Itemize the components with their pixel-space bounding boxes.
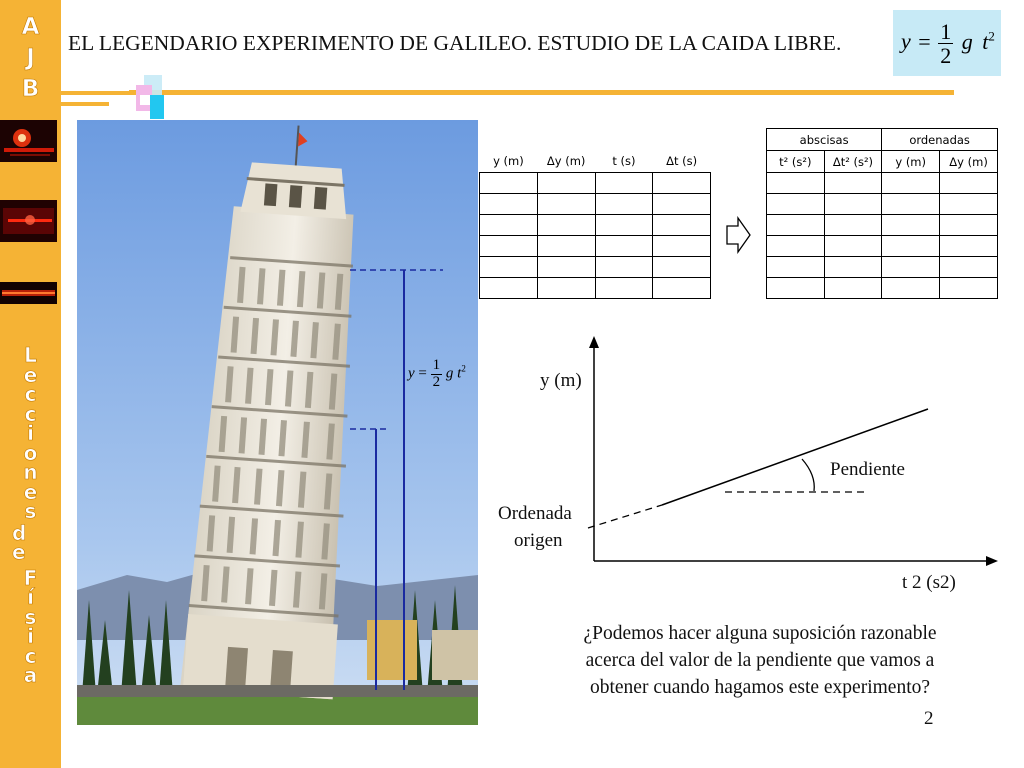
table-cell: [767, 173, 825, 194]
sidebar-letter: e: [23, 479, 38, 504]
fit-line-extrapolation: [588, 505, 662, 528]
table-header-delta-t: Δt (s): [666, 153, 698, 168]
photo-formula-equals: =: [418, 365, 427, 382]
sidebar: [0, 0, 61, 768]
formula-box: [893, 10, 1001, 76]
sidebar-vertical-title: [0, 343, 61, 687]
question-line: obtener cuando hagamos este experimento?: [589, 677, 931, 698]
sidebar-letter: c: [24, 382, 37, 406]
table-cell: [824, 173, 882, 194]
table-cell: [653, 214, 711, 235]
question-line: acerca del valor de la pendiente que vamos a: [585, 650, 935, 671]
table-header-row: [480, 150, 711, 172]
graph-data-table: [766, 128, 998, 299]
photo-formula-t: t: [457, 365, 462, 382]
table-cell: [653, 172, 711, 193]
photo-formula: [408, 358, 466, 391]
table-header-y: y (m): [882, 151, 940, 173]
question-text: [520, 620, 1000, 701]
photo-formula-exponent: 2: [461, 363, 466, 374]
table-row: [480, 256, 711, 277]
table-cell: [940, 215, 998, 236]
sidebar-letter: c: [24, 643, 37, 668]
sidebar-logo-letter: J: [26, 45, 35, 71]
table-header-delta-t-squared: Δt² (s²): [824, 151, 882, 173]
intercept-label-line1: Ordenada: [498, 503, 572, 524]
page-number: 2: [924, 708, 934, 729]
fit-line: [662, 409, 928, 505]
table-cell: [537, 235, 595, 256]
table-cell: [480, 214, 538, 235]
sidebar-letter: í: [27, 585, 34, 609]
question-line: ¿Podemos hacer alguna suposición razonable: [583, 623, 937, 644]
table-cell: [882, 173, 940, 194]
table-group-ordenadas: ordenadas: [882, 129, 998, 151]
table-cell: [537, 277, 595, 298]
table-cell: [882, 257, 940, 278]
table-cell: [480, 235, 538, 256]
thumbnail-laser-image: [0, 200, 57, 242]
table-cell: [882, 236, 940, 257]
table-cell: [824, 194, 882, 215]
slope-angle-arc: [802, 459, 814, 491]
table-row: [480, 277, 711, 298]
free-fall-formula: [901, 20, 995, 67]
sidebar-letter: o: [23, 440, 38, 465]
table-row: [767, 215, 998, 236]
formula-equals: =: [918, 28, 931, 54]
table-row: [480, 193, 711, 214]
sidebar-letter: i: [27, 624, 34, 648]
sidebar-letter: e: [23, 362, 38, 387]
thumbnail-spectrum-image: [0, 282, 57, 304]
table-cell: [767, 236, 825, 257]
table-cell: [882, 215, 940, 236]
table-cell: [480, 256, 538, 277]
linear-graph: [580, 335, 1000, 570]
laser-icon: [0, 200, 57, 242]
table-cell: [767, 215, 825, 236]
table-row: [767, 236, 998, 257]
sidebar-letter: n: [23, 460, 38, 484]
x-axis-arrow-icon: [986, 556, 998, 566]
sidebar-letter: s: [24, 604, 37, 629]
sidebar-letter: s: [24, 499, 37, 523]
arrow-right-icon: [726, 216, 752, 254]
table-cell: [480, 193, 538, 214]
spectrum-icon: [0, 282, 57, 304]
x-axis-label: t 2 (s2): [902, 572, 956, 593]
table-cell: [480, 277, 538, 298]
sidebar-logo-letter: B: [21, 76, 40, 102]
table-cell: [595, 172, 653, 193]
table-row: [480, 214, 711, 235]
table-group-header-row: [767, 129, 998, 151]
y-axis-arrow-icon: [589, 336, 599, 348]
table-header-t: t (s): [612, 153, 636, 168]
table-cell: [882, 194, 940, 215]
height-guide-lines: [348, 265, 448, 695]
formula-t: t: [982, 28, 989, 54]
table-cell: [653, 193, 711, 214]
measurement-table: [479, 150, 711, 299]
table-cell: [595, 193, 653, 214]
table-cell: [940, 257, 998, 278]
table-cell: [480, 172, 538, 193]
formula-y: y: [901, 28, 911, 54]
table-header-delta-y: Δy (m): [940, 151, 998, 173]
thumbnail-lamp-image: [0, 120, 57, 162]
header-decoration: [61, 72, 961, 122]
table-cell: [537, 193, 595, 214]
table-cell: [940, 173, 998, 194]
table-cell: [653, 256, 711, 277]
sidebar-letter: a: [23, 663, 38, 687]
sidebar-logo-letter: A: [21, 14, 40, 40]
table-row: [767, 173, 998, 194]
table-cell: [537, 256, 595, 277]
page-title: EL LEGENDARIO EXPERIMENTO DE GALILEO. ESTUDIO DE LA CAIDA LIBRE.: [68, 31, 842, 55]
formula-numerator: 1: [940, 19, 952, 44]
table-header-y: y (m): [493, 153, 524, 168]
table-row: [767, 278, 998, 299]
table-cell: [824, 257, 882, 278]
photo-formula-numerator: 1: [432, 357, 441, 373]
table-cell: [537, 214, 595, 235]
table-cell: [595, 214, 653, 235]
table-row: [767, 194, 998, 215]
photo-formula-fraction: [431, 358, 443, 391]
table-header-delta-y: Δy (m): [546, 153, 586, 168]
table-cell: [767, 194, 825, 215]
table-cell: [767, 278, 825, 299]
table-cell: [882, 278, 940, 299]
table-cell: [940, 278, 998, 299]
table-group-abscisas: abscisas: [767, 129, 882, 151]
table-row: [480, 235, 711, 256]
table-cell: [653, 235, 711, 256]
table-cell: [940, 236, 998, 257]
table-cell: [537, 172, 595, 193]
photo-formula-g: g: [445, 365, 454, 382]
sidebar-letter: F: [23, 565, 38, 590]
photo-formula-denominator: 2: [432, 373, 441, 390]
sidebar-letter: e: [12, 540, 26, 564]
table-cell: [940, 194, 998, 215]
table-row: [480, 172, 711, 193]
table-cell: [824, 278, 882, 299]
lamp-icon: [0, 120, 57, 162]
table-cell: [653, 277, 711, 298]
table-cell: [767, 257, 825, 278]
table-cell: [595, 277, 653, 298]
formula-fraction: [938, 20, 953, 67]
table-cell: [824, 215, 882, 236]
sidebar-letter: c: [24, 401, 37, 426]
table-cell: [595, 235, 653, 256]
photo-formula-y: y: [408, 365, 415, 382]
table-header-row: [767, 151, 998, 173]
table-row: [767, 257, 998, 278]
intercept-label-line2: origen: [514, 530, 563, 551]
y-axis-label: y (m): [540, 370, 582, 391]
slope-label: Pendiente: [830, 459, 905, 480]
formula-exponent: 2: [988, 28, 995, 44]
table-cell: [595, 256, 653, 277]
sidebar-letter: i: [27, 421, 34, 445]
sidebar-logo-ajb: [0, 12, 61, 105]
sidebar-letter: L: [24, 343, 37, 367]
sidebar-letter: d: [12, 520, 27, 545]
table-header-t-squared: t² (s²): [767, 151, 825, 173]
formula-g: g: [961, 28, 973, 54]
table-cell: [824, 236, 882, 257]
formula-denominator: 2: [940, 43, 952, 69]
